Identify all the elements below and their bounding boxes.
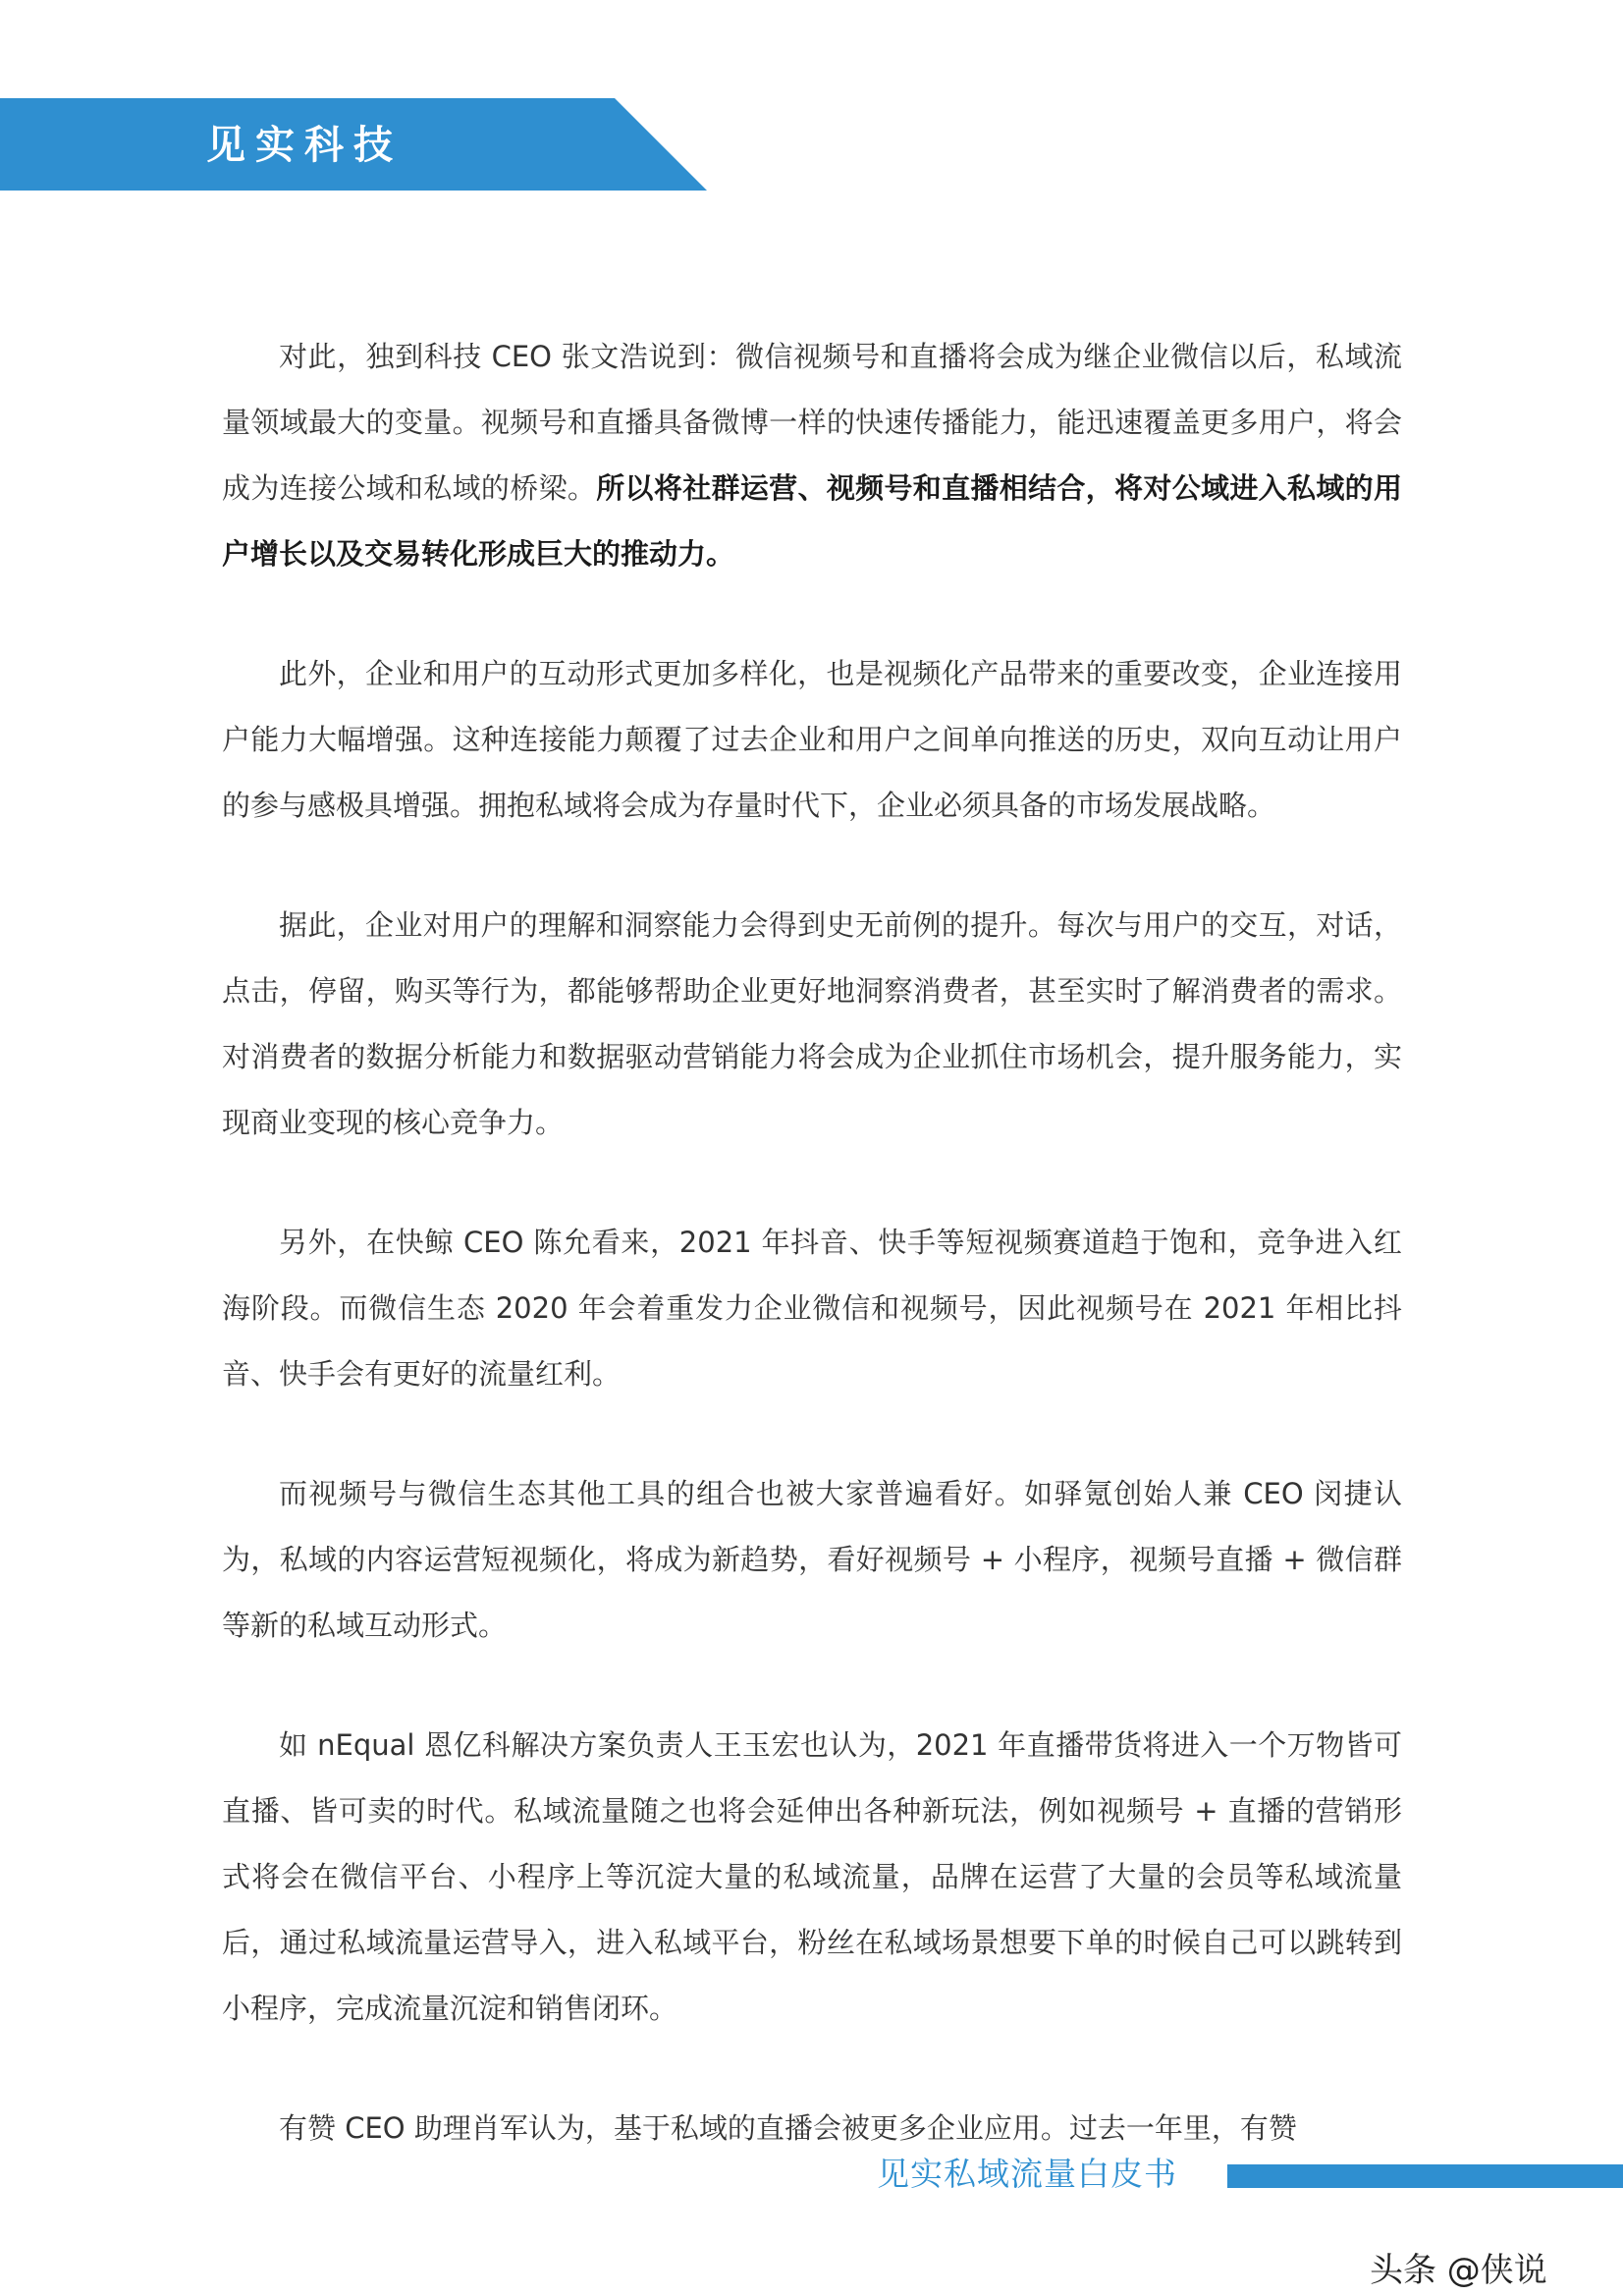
paragraph-2: 此外，企业和用户的互动形式更加多样化，也是视频化产品带来的重要改变，企业连接用户能力大幅增强。这种连接能力颠覆了过去企业和用户之间单向推送的历史，双向互动让用户的参与感极具增强。拥抱私域将会成为存量时代下，企业必须具备的市场发展战略。 [222,657,1402,822]
paragraph-6: 如 nEqual 恩亿科解决方案负责人王玉宏也认为，2021 年直播带货将进入一个万物皆可直播、皆可卖的时代。私域流量随之也将会延伸出各种新玩法，例如视频号 + 直播的营销形式将会在微信平台、小程序上等沉淀大量的私域流量，品牌在运营了大量的会员等私域流量后，通过私域流量运营导入，进入私域平台，粉丝在私域场景想要下单的时候自己可以跳转到小程序，完成流量沉淀和销售闭环。 [222,1728,1402,2025]
article-body [222,324,1402,2215]
paragraph-1 [222,324,1402,587]
paragraph-3: 据此，企业对用户的理解和洞察能力会得到史无前例的提升。每次与用户的交互，对话，点击，停留，购买等行为，都能够帮助企业更好地洞察消费者，甚至实时了解消费者的需求。对消费者的数据分析能力和数据驱动营销能力将会成为企业抓住市场机会，提升服务能力，实现商业变现的核心竞争力。 [222,908,1402,1139]
header-title: 见实科技 [206,123,403,168]
paragraph-4: 另外，在快鲸 CEO 陈允看来，2021 年抖音、快手等短视频赛道趋于饱和，竞争进入红海阶段。而微信生态 2020 年会着重发力企业微信和视频号，因此视频号在 2021 年相比抖音、快手会有更好的流量红利。 [222,1226,1402,1391]
footer-title: 见实私域流量白皮书 [877,2155,1177,2193]
footer-bar [1227,2164,1623,2188]
paragraph-7: 有赞 CEO 助理肖军认为，基于私域的直播会被更多企业应用。过去一年里，有赞 [279,2111,1297,2145]
paragraph-1-text: 对此，独到科技 CEO 张文浩说到：微信视频号和直播将会成为继企业微信以后，私域流量领域最大的变量。视频号和直播具备微博一样的快速传播能力，能迅速覆盖更多用户，将会成为连接公域和私域的桥梁。 [222,340,1402,505]
paragraph-5: 而视频号与微信生态其他工具的组合也被大家普遍看好。如驿氪创始人兼 CEO 闵捷认为，私域的内容运营短视频化，将成为新趋势，看好视频号 + 小程序，视频号直播 + 微信群等新的私域互动形式。 [222,1477,1402,1642]
paragraph-1-bold: 所以将社群运营、视频号和直播相结合，将对公域进入私域的用户增长以及交易转化形成巨大的推动力。 [222,471,1402,571]
watermark: 头条 @侠说 [1370,2251,1547,2290]
